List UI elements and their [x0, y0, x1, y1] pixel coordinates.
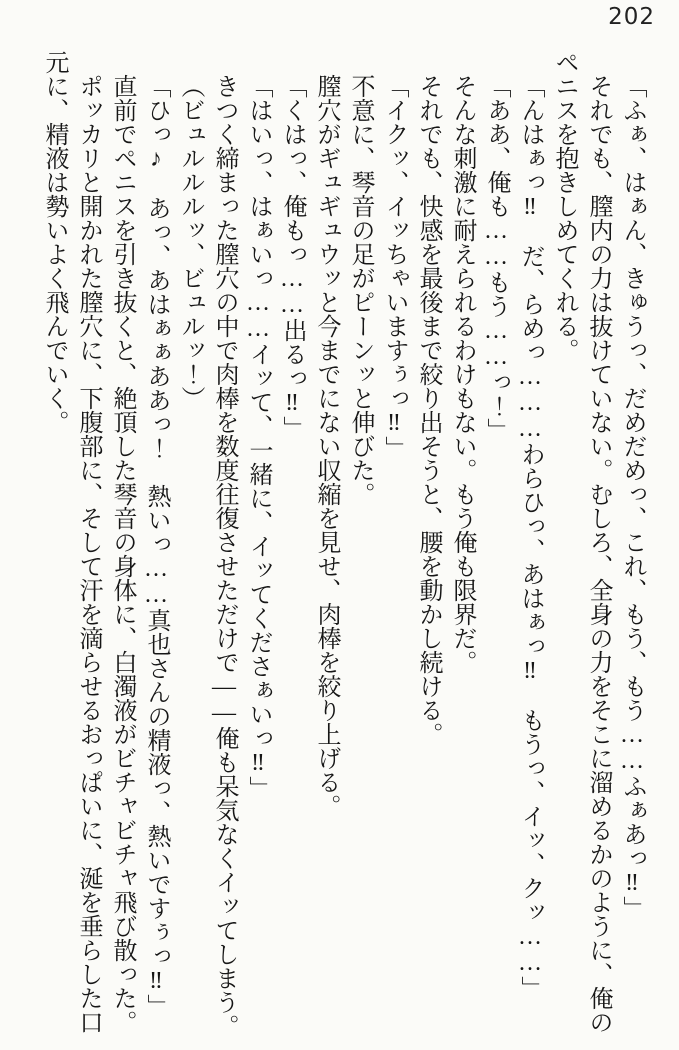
paragraph: ポッカリと開かれた膣穴に、下腹部に、そして汗を滴らせるおっぱいに、涎を垂らした口元に、精液は勢いよく飛んでいく。	[41, 50, 101, 1034]
paragraph: それでも、快感を最後まで絞り出そうと、腰を動かし続ける。	[415, 74, 441, 746]
paragraph: 「ああ、俺も……もう……っ！」	[483, 74, 509, 442]
paragraph: 「くはっ、俺もっ……出るっ‼」	[279, 74, 305, 440]
paragraph: 「イクッ、イッちゃいますぅっ‼」	[381, 74, 407, 460]
paragraph: それでも、膣内の力は抜けていない。むしろ、全身の力をそこに溜めるかのように、俺のペニスを抱きしめてくれる。	[551, 50, 611, 1034]
page-number: 202	[608, 4, 655, 30]
paragraph: （ビュルルルッ、ビュルッ！）	[177, 74, 203, 410]
paragraph: 「ふぁ、はぁん、きゅうっ、だめだめっ、これ、もう、もう……ふぁあっ‼」	[619, 74, 645, 920]
paragraph: 「んはぁっ‼ だ、らめっ………わらひっ、あはぁっ‼ もうっ、イッ、クッ……」	[517, 74, 543, 1000]
paragraph: 「ひっ♪ あっ、あはぁぁああっ！ 熱いっ……真也さんの精液っ、熱いですぅっ‼」	[143, 74, 169, 1018]
paragraph: 直前でペニスを引き抜くと、絶頂した琴音の身体に、白濁液がビチャビチャ飛び散った。	[109, 74, 135, 1034]
paragraph: 不意に、琴音の足がピーンッと伸びた。	[347, 74, 373, 506]
paragraph: きつく締まった膣穴の中で肉棒を数度往復させただけで――俺も呆気なくイッてしまう。	[211, 74, 237, 1038]
paragraph: 膣穴がギュギュウッと今までにない収縮を見せ、肉棒を絞り上げる。	[313, 74, 339, 818]
page-text	[31, 50, 649, 1042]
paragraph: 「はいっ、はぁいっ……イッて、一緒に、イッてくださぁいっ‼」	[245, 74, 271, 800]
paragraph: そんな刺激に耐えられるわけもない。もう俺も限界だ。	[449, 74, 475, 674]
